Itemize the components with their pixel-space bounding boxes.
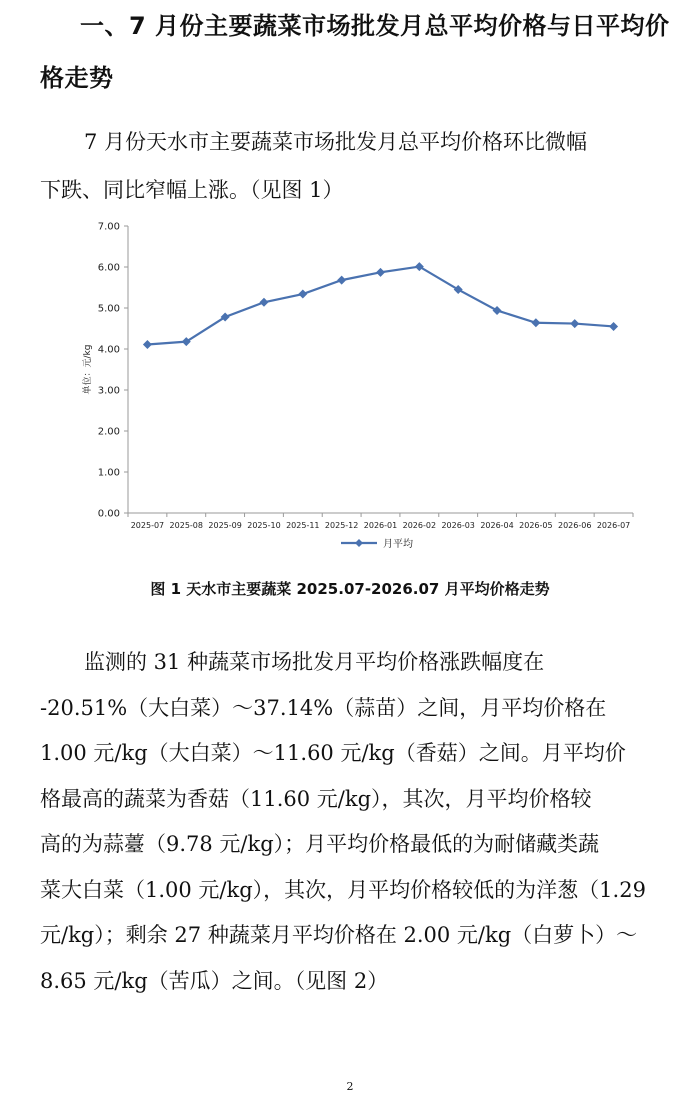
data-point	[493, 306, 502, 315]
y-tick-label: 4.00	[97, 344, 120, 356]
x-tick-label: 2025-12	[324, 521, 359, 530]
data-point	[570, 319, 579, 328]
figure-caption: 图 1 天水市主要蔬菜 2025.07-2026.07 月平均价格走势	[150, 580, 550, 598]
y-tick-label: 2.00	[97, 426, 120, 438]
intro-paragraph	[40, 118, 680, 214]
x-tick-label: 2025-08	[169, 521, 203, 530]
legend-label: 月平均	[383, 539, 413, 550]
x-tick-label: 2025-09	[208, 521, 242, 530]
detail-line-5: 高的为蒜薹（9.78 元/kg）；月平均价格最低的为耐储藏类蔬	[40, 832, 600, 856]
x-tick-label: 2025-07	[130, 521, 165, 530]
data-point	[376, 268, 385, 277]
detail-paragraph	[40, 640, 680, 1004]
y-tick-label: 5.00	[97, 303, 120, 315]
page-number: 2	[346, 1080, 354, 1093]
y-tick-label: 0.00	[97, 508, 120, 520]
price-trend-chart	[78, 212, 648, 562]
detail-line-2: -20.51%（大白菜）～37.14%（蒜苗）之间，月平均价格在	[40, 695, 607, 720]
x-tick-label: 2025-10	[247, 521, 281, 530]
x-tick-label: 2026-02	[402, 521, 437, 530]
data-point	[337, 276, 346, 285]
y-tick-label: 3.00	[97, 385, 120, 397]
x-tick-label: 2026-06	[558, 521, 592, 530]
x-tick-label: 2026-04	[480, 521, 514, 530]
section-heading-line-1: 一、7 月份主要蔬菜市场批发月总平均价格与日平均价	[80, 12, 670, 40]
data-point	[609, 322, 618, 331]
data-point	[454, 285, 463, 294]
data-point	[531, 318, 540, 327]
x-tick-label: 2026-03	[441, 521, 475, 530]
y-tick-label: 6.00	[97, 262, 120, 274]
section-heading-line-2: 格走势	[40, 64, 114, 92]
x-tick-label: 2025-11	[286, 521, 320, 530]
detail-line-6: 菜大白菜（1.00 元/kg），其次，月平均价格较低的为洋葱（1.29	[40, 877, 646, 902]
detail-line-1: 监测的 31 种蔬菜市场批发月平均价格涨跌幅度在	[84, 650, 545, 674]
detail-line-3: 1.00 元/kg（大白菜）～11.60 元/kg（香菇）之间。月平均价	[40, 741, 626, 765]
x-tick-label: 2026-01	[363, 521, 398, 530]
x-tick-label: 2026-07	[596, 521, 631, 530]
section-heading	[40, 0, 680, 104]
data-point	[298, 290, 307, 299]
y-tick-label: 7.00	[97, 221, 120, 233]
intro-line-1: 7 月份天水市主要蔬菜市场批发月总平均价格环比微幅	[84, 130, 588, 154]
detail-line-7: 元/kg）；剩余 27 种蔬菜月平均价格在 2.00 元/kg（白萝卜）～	[40, 923, 638, 947]
series-line	[147, 267, 613, 345]
data-point	[415, 262, 424, 271]
detail-line-4: 格最高的蔬菜为香菇（11.60 元/kg），其次，月平均价格较	[40, 786, 592, 811]
line-chart-svg	[78, 212, 648, 562]
x-tick-label: 2026-05	[519, 521, 553, 530]
data-point	[143, 340, 152, 349]
intro-line-2: 下跌、同比窄幅上涨。（见图 1）	[40, 178, 344, 202]
y-axis-label: 单位：元/kg	[83, 344, 93, 395]
legend-marker	[355, 539, 363, 547]
y-tick-label: 1.00	[97, 467, 120, 479]
detail-line-8: 8.65 元/kg（苦瓜）之间。（见图 2）	[40, 968, 389, 993]
data-point	[259, 298, 268, 307]
